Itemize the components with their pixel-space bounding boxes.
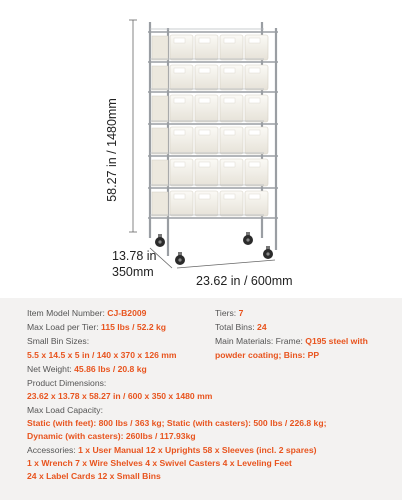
storage-bin-side bbox=[152, 128, 168, 154]
small-bin-label-row bbox=[27, 336, 89, 347]
bin-label-card bbox=[174, 38, 185, 43]
bin-label-card bbox=[224, 130, 235, 135]
capacity-line-1 bbox=[27, 418, 326, 429]
bin-label-card bbox=[199, 162, 210, 167]
accessories-line-3: 24 x Label Cards 12 x Small Bins bbox=[27, 471, 161, 481]
bin-label-card bbox=[249, 68, 260, 73]
storage-bin-side bbox=[152, 66, 168, 90]
accessories-row-1 bbox=[27, 445, 316, 456]
capacity-label: Max Load Capacity: bbox=[27, 405, 103, 415]
accessories-label: Accessories: bbox=[27, 445, 76, 455]
accessories-row-3 bbox=[27, 471, 161, 482]
product-dim-value: 23.62 x 13.78 x 58.27 in / 600 x 350 x 1480 mm bbox=[27, 391, 213, 401]
bin-label-card bbox=[174, 130, 185, 135]
bin-label-card bbox=[249, 38, 260, 43]
product-dim-value-row bbox=[27, 391, 212, 402]
bin-label-card bbox=[249, 194, 260, 199]
storage-bin-side bbox=[152, 96, 168, 122]
depth-mm: 350mm bbox=[112, 265, 154, 279]
bin-label-card bbox=[224, 98, 235, 103]
rack bbox=[148, 22, 278, 265]
model-value: CJ-B2009 bbox=[107, 308, 147, 318]
bin-label-card bbox=[174, 68, 185, 73]
caster-hub bbox=[158, 240, 161, 243]
total-bins-row bbox=[215, 322, 267, 333]
storage-bin-side bbox=[152, 36, 168, 60]
bin-label-card bbox=[174, 194, 185, 199]
product-dim-label-row bbox=[27, 378, 106, 389]
capacity-value-2: Dynamic (with casters): 260lbs / 117.93kg bbox=[27, 431, 196, 441]
capacity-value-1: Static (with feet): 800 lbs / 363 kg; Static (with casters): 500 lbs / 226.8 kg; bbox=[27, 418, 327, 428]
small-bin-label: Small Bin Sizes: bbox=[27, 336, 90, 346]
width-dimension-label: 23.62 in / 600mm bbox=[196, 274, 293, 288]
bin-label-card bbox=[224, 38, 235, 43]
storage-bin-side bbox=[152, 160, 168, 186]
tiers-label: Tiers: bbox=[215, 308, 237, 318]
caster-hub bbox=[178, 258, 181, 261]
total-bins-label: Total Bins: bbox=[215, 322, 255, 332]
width-dimension-line bbox=[177, 260, 275, 268]
tiers-row bbox=[215, 308, 243, 319]
total-bins-value: 24 bbox=[257, 322, 267, 332]
bin-label-card bbox=[224, 194, 235, 199]
materials-label: Main Materials: Frame: bbox=[215, 336, 303, 346]
max-load-row bbox=[27, 322, 166, 333]
bin-label-card bbox=[224, 162, 235, 167]
model-label: Item Model Number: bbox=[27, 308, 105, 318]
small-bin-value: 5.5 x 14.5 x 5 in / 140 x 370 x 126 mm bbox=[27, 350, 177, 360]
depth-dimension-label bbox=[112, 248, 156, 280]
specifications-panel bbox=[0, 298, 402, 500]
materials-row-2 bbox=[215, 350, 319, 361]
net-weight-label: Net Weight: bbox=[27, 364, 72, 374]
height-dimension-label: 58.27 in / 1480mm bbox=[105, 98, 119, 202]
capacity-line-2 bbox=[27, 431, 196, 442]
bin-label-card bbox=[199, 194, 210, 199]
bin-label-card bbox=[199, 98, 210, 103]
bin-label-card bbox=[174, 162, 185, 167]
product-dim-label: Product Dimensions: bbox=[27, 378, 107, 388]
net-weight-row bbox=[27, 364, 147, 375]
bin-label-card bbox=[249, 98, 260, 103]
storage-bin-side bbox=[152, 192, 168, 216]
materials-value-2: powder coating; Bins: PP bbox=[215, 350, 320, 360]
net-weight-value: 45.86 lbs / 20.8 kg bbox=[74, 364, 147, 374]
bin-label-card bbox=[199, 38, 210, 43]
max-load-value: 115 lbs / 52.2 kg bbox=[101, 322, 167, 332]
small-bin-value-row bbox=[27, 350, 177, 361]
capacity-label-row bbox=[27, 405, 103, 416]
materials-row bbox=[215, 336, 368, 347]
bin-label-card bbox=[174, 98, 185, 103]
accessories-row-2 bbox=[27, 458, 292, 469]
materials-frame-value: Q195 steel with bbox=[305, 336, 368, 346]
bin-label-card bbox=[249, 162, 260, 167]
bin-label-card bbox=[249, 130, 260, 135]
bin-label-card bbox=[199, 130, 210, 135]
caster-hub bbox=[266, 252, 269, 255]
max-load-label: Max Load per Tier: bbox=[27, 322, 99, 332]
caster-hub bbox=[246, 238, 249, 241]
depth-in: 13.78 in bbox=[112, 249, 157, 263]
bin-label-card bbox=[224, 68, 235, 73]
accessories-line-2: 1 x Wrench 7 x Wire Shelves 4 x Swivel Casters 4 x Leveling Feet bbox=[27, 458, 292, 468]
bin-label-card bbox=[199, 68, 210, 73]
height-dimension-line bbox=[129, 20, 137, 232]
accessories-line-1: 1 x User Manual 12 x Uprights 58 x Sleeves (incl. 2 spares) bbox=[78, 445, 317, 455]
tiers-value: 7 bbox=[238, 308, 244, 318]
model-row bbox=[27, 308, 146, 319]
